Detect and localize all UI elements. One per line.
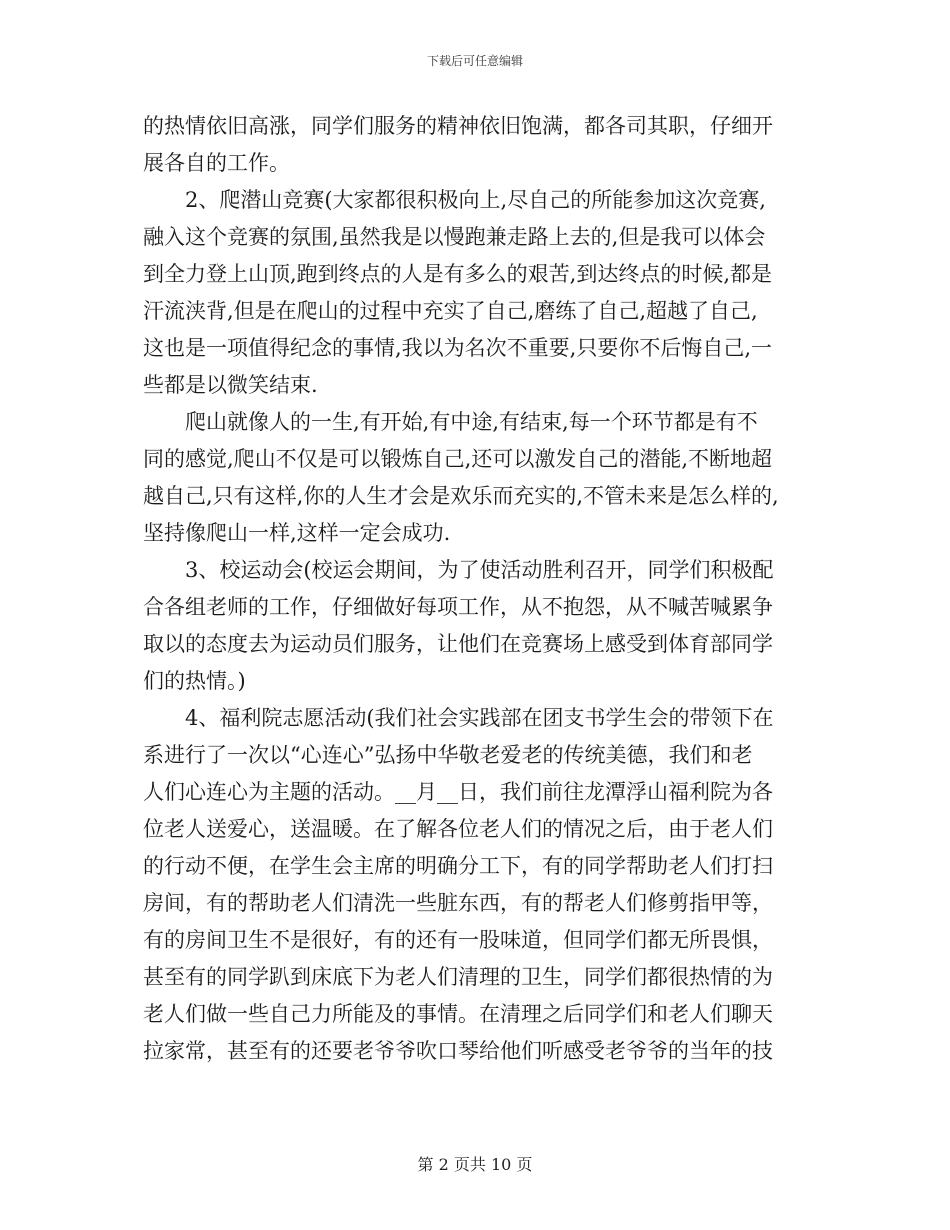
text-line: 房间，有的帮助老人们清洗一些脏东西，有的帮老人们修剪指甲等， bbox=[143, 891, 773, 915]
text-line: 老人们做一些自己力所能及的事情。在清理之后同学们和老人们聊天 bbox=[143, 1002, 773, 1026]
page-header: 下载后可任意编辑 bbox=[426, 54, 523, 68]
text-line: 坚持像爬山一样,这样一定会成功. bbox=[143, 521, 451, 545]
paragraph-start-line: 爬山就像人的一生,有开始,有中途,有结束,每一个环节都是有不 bbox=[185, 410, 758, 434]
text-line: 越自己,只有这样,你的人生才会是欢乐而充实的,不管未来是怎么样的, bbox=[143, 484, 779, 508]
paragraph-start-line: 3、校运动会(校运会期间，为了使活动胜利召开，同学们积极配 bbox=[185, 558, 774, 582]
text-line: 们的热情。) bbox=[143, 669, 246, 693]
text-line: 同的感觉,爬山不仅是可以锻炼自己,还可以激发自己的潜能,不断地超 bbox=[143, 447, 773, 471]
text-line: 这也是一项值得纪念的事情,我以为名次不重要,只要你不后悔自己,一 bbox=[143, 336, 773, 360]
text-line: 人们心连心为主题的活动。__月__日，我们前往龙潭浮山福利院为各 bbox=[143, 780, 773, 804]
text-line: 取以的态度去为运动员们服务，让他们在竞赛场上感受到体育部同学 bbox=[143, 632, 773, 656]
page-footer: 第 2 页共 10 页 bbox=[417, 1155, 533, 1174]
paragraph-start-line: 2、爬潜山竞赛(大家都很积极向上,尽自己的所能参加这次竞赛, bbox=[185, 188, 766, 212]
text-line: 的行动不便，在学生会主席的明确分工下，有的同学帮助老人们打扫 bbox=[143, 854, 773, 878]
text-line: 系进行了一次以“心连心”弘扬中华敬老爱老的传统美德，我们和老 bbox=[143, 743, 753, 767]
text-line: 合各组老师的工作，仔细做好每项工作，从不抱怨，从不喊苦喊累争 bbox=[143, 595, 773, 619]
text-line: 融入这个竞赛的氛围,虽然我是以慢跑兼走路上去的,但是我可以体会 bbox=[143, 225, 766, 249]
text-line: 甚至有的同学趴到床底下为老人们清理的卫生，同学们都很热情的为 bbox=[143, 965, 773, 989]
text-line: 些都是以微笑结束. bbox=[143, 373, 318, 397]
paragraph-start-line: 4、福利院志愿活动(我们社会实践部在团支书学生会的带领下在 bbox=[185, 706, 774, 730]
text-line: 的热情依旧高涨，同学们服务的精神依旧饱满，都各司其职，仔细开 bbox=[143, 114, 773, 138]
text-line: 汗流浃背,但是在爬山的过程中充实了自己,磨练了自己,超越了自己, bbox=[143, 299, 758, 323]
text-line: 位老人送爱心，送温暖。在了解各位老人们的情况之后，由于老人们 bbox=[143, 817, 773, 841]
text-line: 到全力登上山顶,跑到终点的人是有多么的艰苦,到达终点的时候,都是 bbox=[143, 262, 773, 286]
text-line: 拉家常，甚至有的还要老爷爷吹口琴给他们听感受老爷爷的当年的技 bbox=[143, 1039, 773, 1063]
text-line: 展各自的工作。 bbox=[143, 151, 290, 175]
text-line: 有的房间卫生不是很好，有的还有一股味道，但同学们都无所畏惧， bbox=[143, 928, 773, 952]
document-body bbox=[143, 108, 818, 1070]
